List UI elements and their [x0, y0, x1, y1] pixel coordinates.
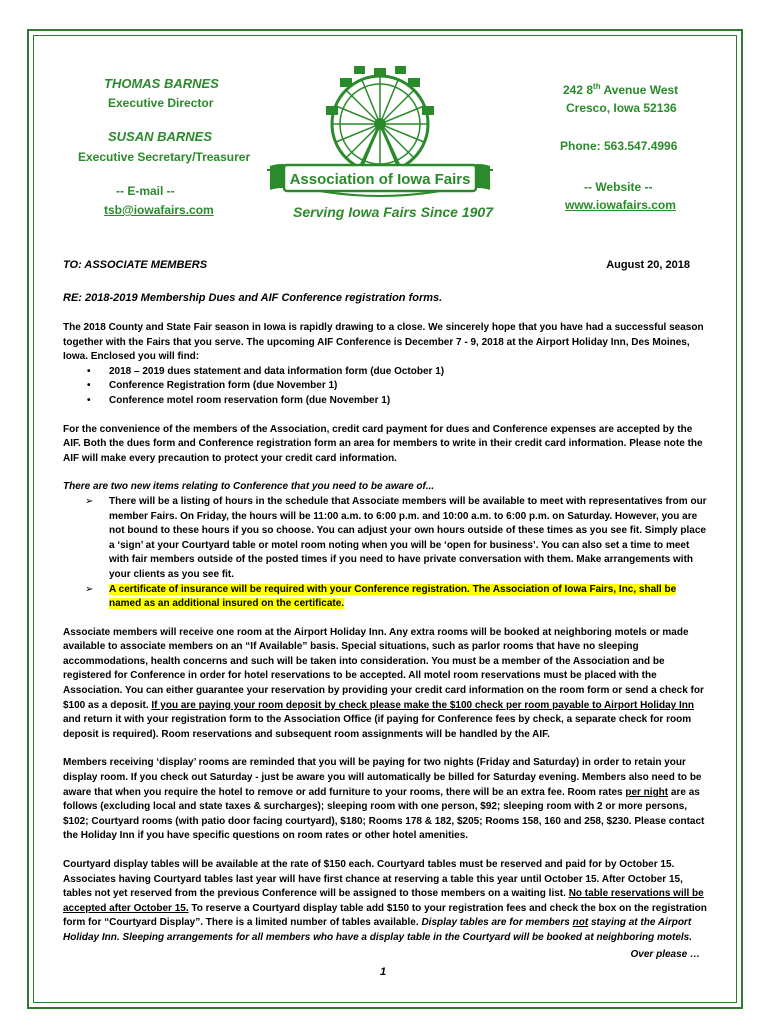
enclosure-item: • Conference motel room reservation form (due November 1)	[109, 394, 709, 409]
logo-text: Association of Iowa Fairs	[289, 171, 471, 188]
display-rooms-paragraph: Members receiving ‘display’ rooms are reminded that you will be paying for two nights (Friday and Saturday) in order to retain your display room. If you check out Saturday - just be aware you will automatically be billed for Saturday evening. Members also need to be aware that when you require the hotel to remove or add furniture to your rooms, there will be an extra fee. Room rates per night are as follows (excluding local and state taxes & surcharges); sleeping room with one person, $92; sleeping room with 2 or more persons, $102; Courtyard rooms (with patio door facing courtyard), $180; Rooms 178 & 182, $205; Rooms 158, 160 and 258, $230. Please contact the Holiday Inn if you have specific questions on room rates or other hotel amenities.	[63, 757, 705, 842]
subject-line: RE: 2018-2019 Membership Dues and AIF Conference registration forms.	[63, 292, 443, 304]
tagline: Serving Iowa Fairs Since 1907	[293, 204, 493, 220]
new-items-heading: There are two new items relating to Conference that you need to be aware of...	[63, 481, 435, 493]
phone: Phone: 563.547.4996	[560, 139, 678, 153]
new-items-list	[63, 495, 709, 612]
title-secretary: Executive Secretary/Treasurer	[78, 150, 251, 164]
website-label: -- Website --	[584, 180, 653, 194]
intro-paragraph: The 2018 County and State Fair season in Iowa is rapidly drawing to a close. We sincerely hope that you have had a successful season together with the Fairs that you serve. The upcoming AIF Conference is December 7 - 9, 2018 at the Airport Holiday Inn, Des Moines, Iowa. Enclosed you will find:	[63, 322, 704, 363]
address-line-1: 242 8th Avenue West	[563, 82, 679, 97]
rooms-paragraph: Associate members will receive one room at the Airport Holiday Inn. Any extra rooms will be booked at neighboring motels or made available to associate members on an “If Available” basis. Special situations, such as parlor rooms that have no sleeping accommodations, health concerns and such will be taken into consideration. You must be a member of the Association and be registered for Conference in order for hotel reservations to be accepted. All motel room reservations must be placed with the Association. You can either guarantee your reservation by providing your credit card information on the room form or send a check for $100 as a deposit. If you are paying your room deposit by check please make the $100 check per room payable to Airport Holiday Inn and return it with your registration form to the Association Office (if paying for Conference fees by check, a separate check for room deposit is required). Room reservations and subsequent room assignments will be handled by the AIF.	[63, 626, 704, 740]
new-item-hours: ➢ There will be a listing of hours in the schedule that Associate members will be available to meet with representatives from our member Fairs. On Friday, the hours will be 11:00 a.m. to 6:00 p.m. and 10:00 a.m. to 6:00 p.m. on Saturday. However, you are not bound to these hours if you so choose. You can adjust your own hours outside of these times as you see fit. Simply place a ‘sign’ at your Courtyard table or motel room noting when you will be ‘open for business’. You can also set a time to meet with fair members outside of the posted times if you need to have private conversation with them. Make arrangements with your clients as you see fit.	[109, 495, 709, 583]
email-label: -- E-mail --	[116, 184, 175, 198]
new-item-insurance: ➢ A certificate of insurance will be required with your Conference registration. The Association of Iowa Fairs, Inc, shall be named as an additional insured on the certificate.	[109, 583, 709, 612]
address-line-2: Cresco, Iowa 52136	[566, 101, 677, 115]
courtyard-paragraph: Courtyard display tables will be available at the rate of $150 each. Courtyard tables must be reserved and paid for by October 15. Associates having Courtyard tables last year will have first chance at reserving a table this year until October 15. After October 15, tables not yet reserved from the previous Conference will be assigned to those members on a waiting list. No table reservations will be accepted after October 15. To reserve a Courtyard display table add $150 to your registration fees and check the box on the registration form for “Courtyard Display”. There is a limited number of tables available. Display tables are for members not staying at the Airport Holiday Inn. Sleeping arrangements for all members who have a display table in the Courtyard will be booked at neighboring motels.	[63, 859, 707, 943]
over-please: Over please …	[630, 949, 700, 960]
website-link[interactable]: www.iowafairs.com	[565, 198, 676, 212]
name-thomas: THOMAS BARNES	[104, 76, 219, 91]
association-logo	[262, 62, 498, 202]
enclosure-item: • 2018 – 2019 dues statement and data information form (due October 1)	[109, 365, 709, 380]
enclosures-list	[63, 365, 709, 409]
enclosure-item: • Conference Registration form (due November 1)	[109, 379, 709, 394]
title-executive-director: Executive Director	[108, 96, 214, 110]
page-number: 1	[380, 966, 387, 978]
credit-card-paragraph: For the convenience of the members of the Association, credit card payment for dues and Conference expenses are accepted by the AIF. Both the dues form and Conference registration form an area for members to write in their credit card information. Please note the AIF will make every precaution to protect your credit card information.	[63, 423, 703, 464]
name-susan: SUSAN BARNES	[108, 129, 213, 144]
letter-date: August 20, 2018	[606, 259, 690, 271]
letter-body	[63, 321, 709, 946]
email-link[interactable]: tsb@iowafairs.com	[104, 203, 214, 217]
to-line: TO: ASSOCIATE MEMBERS	[63, 259, 208, 271]
